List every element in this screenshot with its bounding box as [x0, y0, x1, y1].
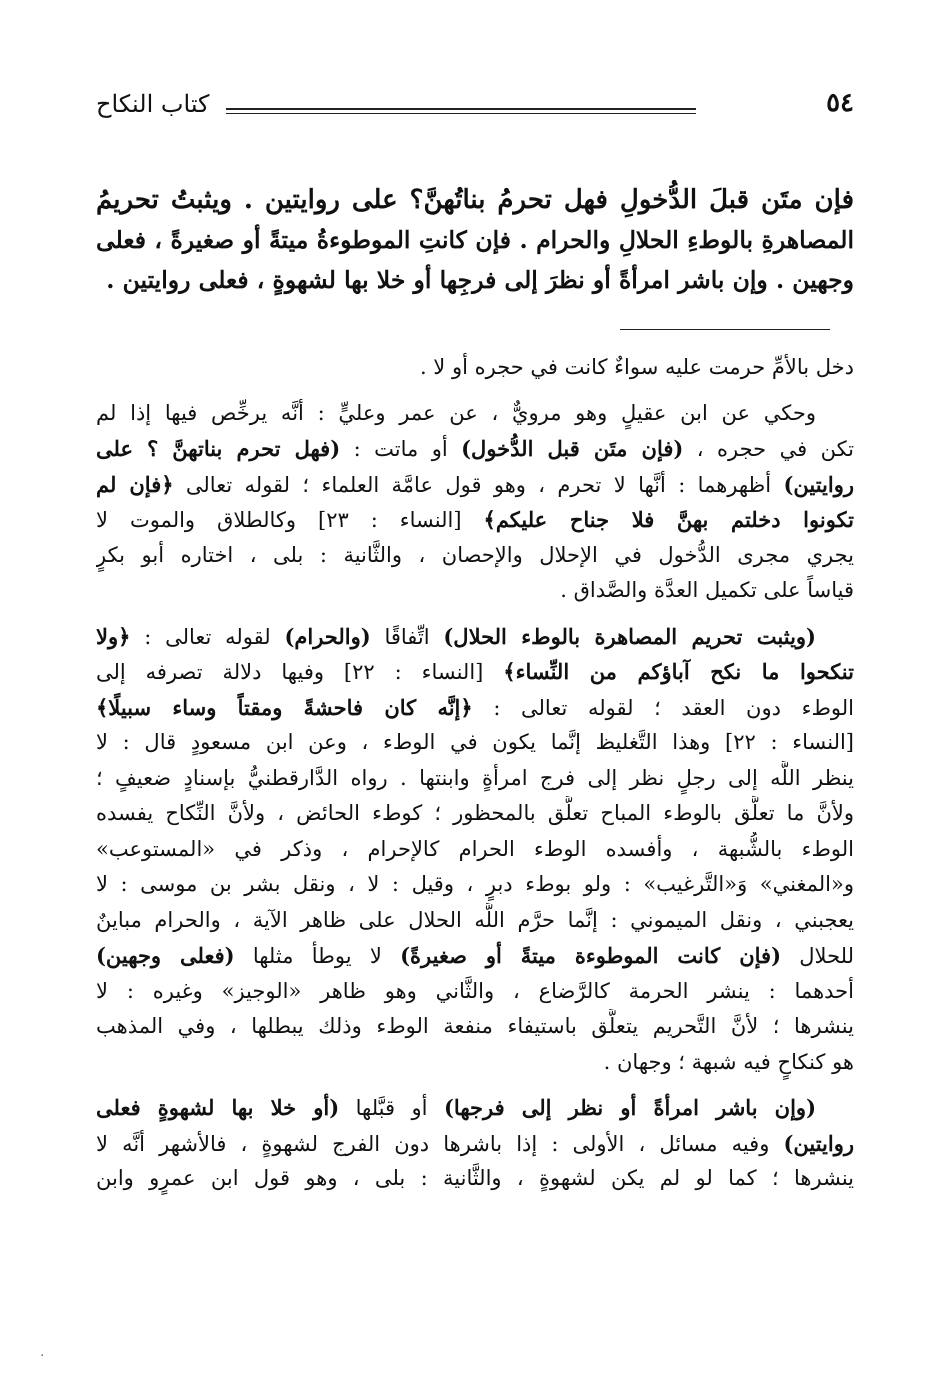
matn-line: وجهين . وإن باشر امرأةً أو نظرَ إلى فرجِها أو خلا بها لشهوةٍ ، فعلى روايتين .	[106, 266, 854, 294]
plain-text: الوطء دون العقد ؛ لقوله تعالى :	[472, 695, 854, 720]
matn-quote: روايتين)	[783, 471, 854, 497]
commentary-line: ينشرها ؛ كما لو لم يكن لشهوةٍ ، والثَّانية : بلى ، وهو قول ابن عمرٍو وابن	[96, 1166, 854, 1190]
commentary-line	[96, 1090, 854, 1126]
header-rule-thin	[226, 113, 696, 114]
commentary-line: وحكي عن ابن عقيلٍ وهو مرويٌّ ، عن عمر وعليٍّ : أنَّه يرخِّص فيها إذا لم	[96, 400, 816, 425]
quran-quote: تنكحوا ما نكح آباؤكم من النِّساء﴾	[503, 659, 854, 684]
commentary-line	[96, 619, 854, 655]
commentary-line: قياساً على تكميل العدَّة والصَّداق .	[560, 578, 854, 602]
matn-quote: (وإن باشر امرأةً أو نظر إلى فرجها)	[444, 1095, 816, 1120]
commentary-text	[96, 350, 854, 1197]
matn-text	[96, 180, 854, 300]
matn-quote: (فإن كانت الموطوءة ميتةً أو صغيرةً)	[400, 943, 782, 968]
matn-quote: روايتين)	[783, 1130, 854, 1156]
page-number: ٥٤	[826, 88, 854, 118]
plain-text: لا يوطأ مثلها	[234, 944, 401, 968]
commentary-line: دخل بالأمِّ حرمت عليه سواءٌ كانت في حجره أو لا .	[419, 355, 854, 379]
commentary-line: و«المغني» وَ«التَّرغيب» : ولو بوطء دبرٍ ، وقيل : لا ، ونقل بشر بن موسى : لا	[96, 872, 854, 896]
plain-text: تكن في حجره ،	[683, 437, 854, 461]
commentary-line	[96, 502, 854, 538]
plain-text: [النساء : ٢٢] وفيها دلالة تصرفه إلى	[96, 660, 504, 684]
commentary-line: ينظر اللَّه إلى رجلٍ نظر إلى فرج امرأةٍ وابنتها . رواه الدَّارقطنيُّ بإسنادٍ ضعيفٍ ؛	[96, 765, 854, 790]
commentary-line: يعجبني ، ونقل الميموني : إنَّما حرَّم اللَّه الحلال على ظاهر الآية ، والحرام مباينٌ	[96, 907, 854, 932]
matn-quote: (فهل تحرم بناتهنَّ ؟ على	[96, 436, 341, 461]
plain-text: اتِّفاقًا	[370, 624, 444, 649]
plain-text: لقوله تعالى :	[130, 624, 285, 649]
commentary-line: هو كنكاحٍ فيه شبهة ؛ وجهان .	[603, 1049, 854, 1074]
margin-mark: ·	[40, 1348, 45, 1364]
commentary-line	[96, 654, 854, 690]
matn-quote: (والحرام)	[284, 623, 371, 649]
plain-text: للحلال	[781, 944, 854, 968]
matn-quote: (أو خلا بها لشهوةٍ فعلى	[96, 1095, 340, 1120]
plain-text: [النساء : ٢٣] وكالطلاق والموت لا	[96, 508, 484, 532]
commentary-line: يجري مجرى الدُّخول في الإحلال والإحصان ، والثَّانية : بلى ، اختاره أبو بكرٍ	[96, 542, 854, 567]
commentary-line: ولأنَّ ما تعلَّق بالوطء المباح تعلَّق بالمحظور ؛ كوطء الحائض ، ولأنَّ النِّكاح يفسده	[96, 801, 854, 825]
paragraph-gap	[96, 386, 854, 396]
commentary-line	[96, 938, 854, 974]
commentary-line	[96, 1126, 854, 1162]
commentary-line	[96, 431, 854, 467]
plain-text: أو قبَّلها	[339, 1096, 444, 1120]
quran-quote: ﴿إنَّه كان فاحشةً ومقتاً وساء سبيلًا﴾	[96, 694, 473, 720]
quran-quote: ﴿ولا	[96, 623, 131, 649]
commentary-line: الوطء بالشُّبهة ، وأفسده الوطء الحرام كالإحرام ، وذكر في «المستوعب»	[96, 836, 854, 861]
matn-quote: (فعلى وجهين)	[96, 943, 235, 968]
book-title: كتاب النكاح	[96, 90, 210, 118]
paragraph-gap	[96, 1080, 854, 1090]
footnote-separator	[620, 329, 830, 330]
commentary-line: أحدهما : ينشر الحرمة كالرَّضاع ، والثَّاني وهو ظاهر «الوجيز» وغيره : لا	[96, 978, 854, 1003]
plain-text: وفيه مسائل ، الأولى : إذا باشرها دون الفرج لشهوةٍ ، فالأشهر أنَّه لا	[96, 1131, 784, 1156]
matn-quote: (ويثبت تحريم المصاهرة بالوطء الحلال)	[443, 623, 816, 649]
paragraph-gap	[96, 609, 854, 619]
commentary-line: ينشرها ؛ لأنَّ التَّحريم يتعلَّق باستيفاء منفعة الوطء وذلك يبطلها ، وفي المذهب	[96, 1014, 854, 1038]
commentary-line	[96, 690, 854, 726]
matn-line: فإن متَن قبلَ الدُّخولِ فهل تحرمُ بناتُهنَّ؟ على روايتين . ويثبتُ تحريمُ	[96, 185, 854, 215]
quran-quote: تكونوا دخلتم بهنَّ فلا جناح عليكم﴾	[483, 507, 854, 532]
commentary-line	[96, 467, 854, 503]
matn-quote: (فإن متَن قبل الدُّخول)	[461, 436, 684, 461]
page-header	[96, 88, 854, 128]
commentary-line: [النساء : ٢٢] وهذا التَّغليظ إنَّما يكون في الوطء ، وعن ابن مسعودٍ قال : لا	[96, 730, 854, 754]
header-rule	[226, 108, 696, 110]
plain-text: أو ماتت :	[340, 437, 462, 461]
matn-line: المصاهرةِ بالوطءِ الحلالِ والحرام . فإن كانتِ الموطوءةُ ميتةً أو صغيرةً ، فعلى	[96, 226, 854, 254]
quran-quote: ﴿فإن لم	[96, 471, 174, 497]
plain-text: أظهرهما : أنَّها لا تحرم ، وهو قول عامَّة العلماء ؛ لقوله تعالى	[173, 472, 784, 497]
